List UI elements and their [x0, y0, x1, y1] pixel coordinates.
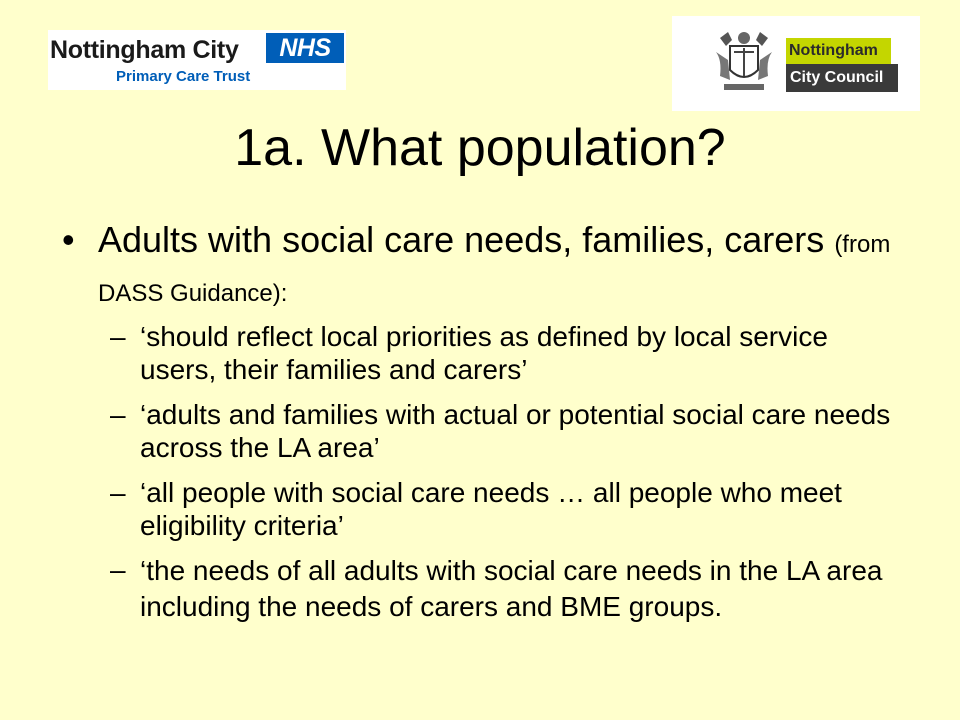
- slide-title: 1a. What population?: [234, 119, 726, 177]
- dash-icon: –: [110, 321, 126, 352]
- nhs-badge: NHS: [266, 33, 344, 63]
- sub-bullet-text: ‘adults and families with actual or potential social care needs across the LA area’: [140, 399, 891, 463]
- city-council-logo: [672, 16, 920, 111]
- pct-logo-subtitle: Primary Care Trust: [116, 68, 251, 85]
- council-logo-line1: Nottingham: [786, 38, 891, 64]
- pct-logo-name: Nottingham City: [50, 36, 239, 64]
- main-bullet-text: Adults with social care needs, families, carers: [98, 219, 825, 260]
- sub-bullet-text: ‘should reflect local priorities as defined by local service users, their families and carers’: [140, 321, 828, 385]
- main-bullet-body: [98, 218, 898, 316]
- dash-icon: –: [110, 554, 126, 585]
- main-bullet-note: (from DASS Guidance):: [98, 231, 891, 307]
- sub-bullet-text: ‘all people with social care needs … all people who meet eligibility criteria’: [140, 477, 842, 541]
- coat-of-arms-icon: [712, 30, 776, 96]
- nhs-pct-logo: [48, 30, 346, 90]
- dash-icon: –: [110, 477, 126, 508]
- dash-icon: –: [110, 399, 126, 430]
- bullet-icon: •: [62, 219, 75, 260]
- council-logo-line2: City Council: [786, 64, 898, 92]
- sub-bullet-text: ‘the needs of all adults with social care needs in the LA area including the needs of carers and BME groups.: [140, 555, 883, 622]
